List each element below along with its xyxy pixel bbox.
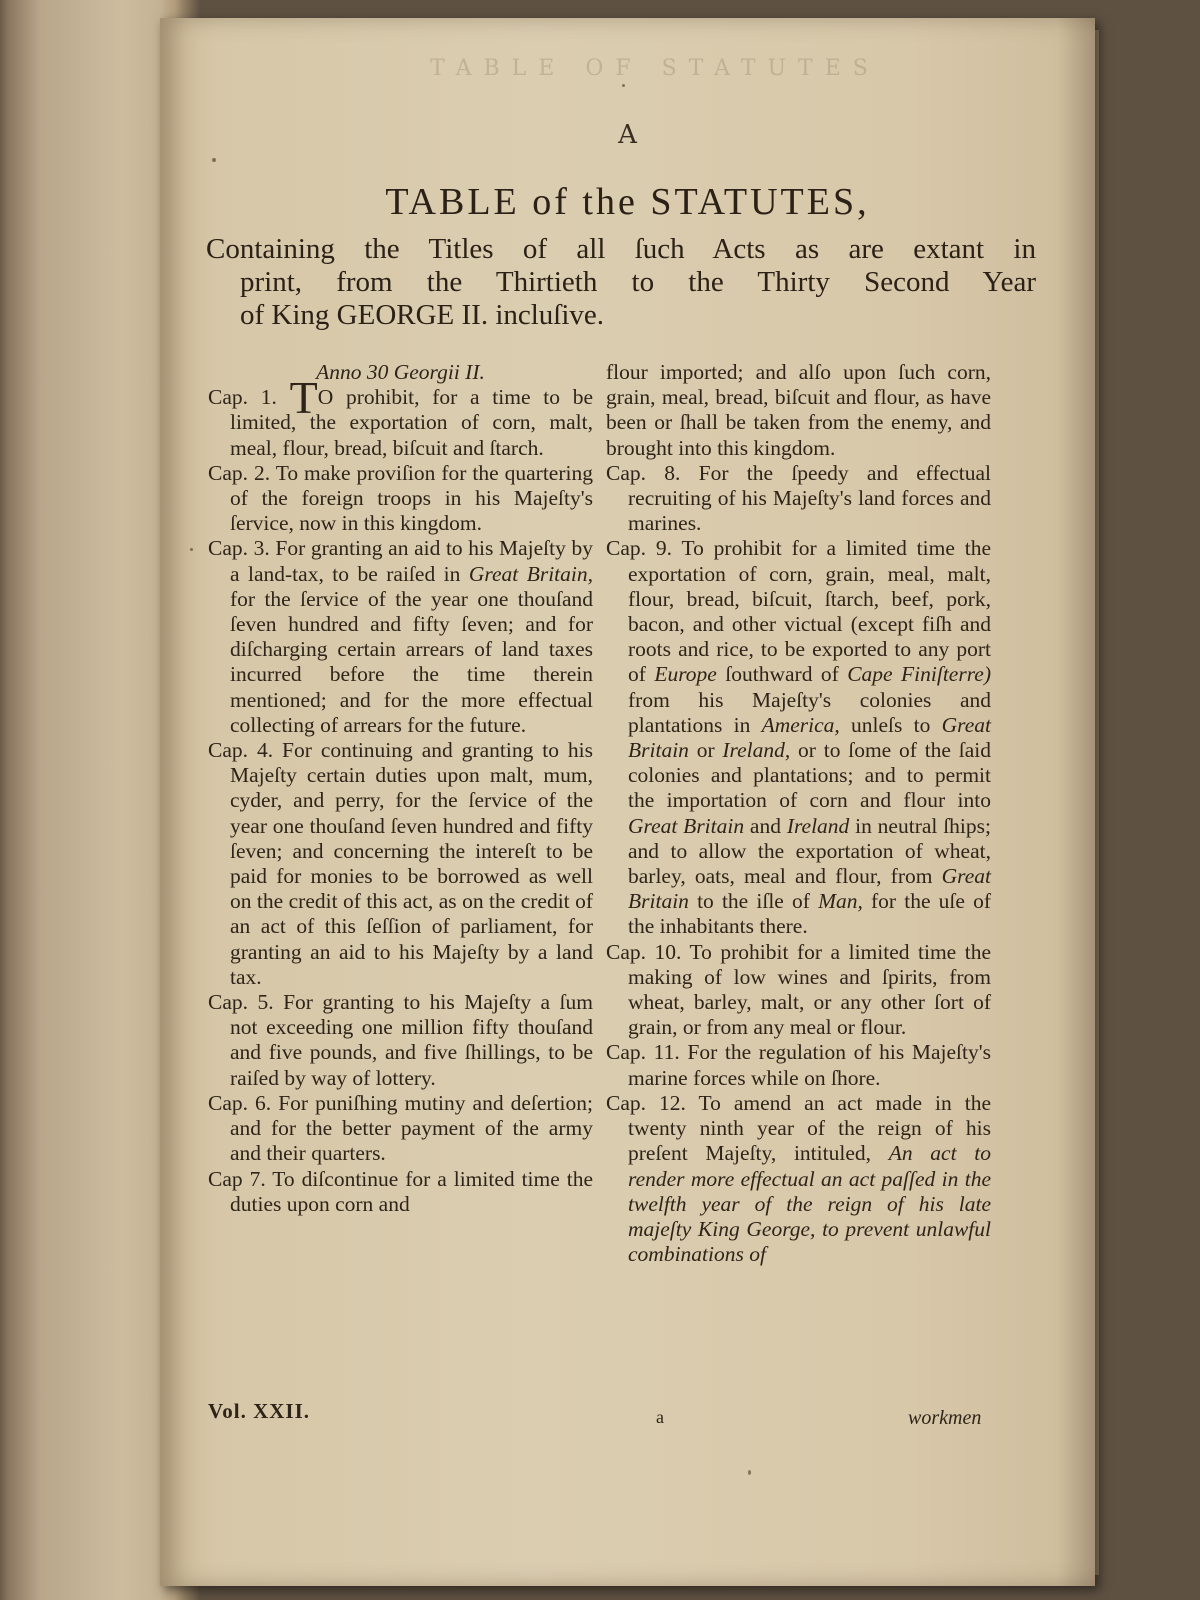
statute-text: For granting to his Majeſty a ſum not exceeding one million fifty thouſand and five pounds, and five ſhillings, to be raiſed by way of lottery. (230, 990, 593, 1090)
statute-text-italic: Europe (654, 662, 717, 687)
foxing-speck (190, 548, 193, 551)
statute-text: O prohibit, for a time to be limited, the exportation of corn, malt, meal, flour, bread, biſcuit and ſtarch. (230, 385, 593, 460)
statute-entry (208, 461, 593, 537)
statute-text: For continuing and granting to his Majeſty certain duties upon malt, mum, cyder, and perry, for the ſervice of the year one thouſand ſeven hundred and fifty ſeven; and concerning the intereſt to be paid for monies to be borrowed as well on the credit of this act, as on the credit of an act of this ſeſſion of parliament, for granting an aid to his Majeſty by a land tax. (230, 738, 594, 989)
statute-text: or to ſome of the ſaid colonies and plantations; and to permit the importation of corn and flour into (628, 738, 991, 813)
chapter-label: Cap. 12. (606, 1090, 686, 1115)
chapter-label: Cap. 1. (208, 385, 277, 410)
statute-text: To make proviſion for the quartering of the foreign troops in his Majeſty's ſervice, now in this kingdom. (230, 460, 593, 536)
subtitle-line-1: Containing the Titles of all ſuch Acts as are extant in (206, 233, 1036, 265)
catchword: workmen (908, 1407, 982, 1429)
statute-text-italic: Man, (818, 889, 863, 914)
statute-text: To prohibit for a limited time the exportation of corn, grain, meal, malt, flour, bread, biſcuit, ſtarch, beef, pork, bacon, and other victual (except fiſh and roots and rice, to be exported to any port of (628, 536, 991, 687)
page-subtitle (206, 233, 1036, 332)
signature-mark: A (618, 120, 637, 150)
statute-text-italic: An act to render more effectual an act paſſed in the twelfth year of the reign of his late majeſty King George, to prevent unlawful combinations of (628, 1141, 992, 1267)
chapter-label: Cap. 4. (208, 738, 274, 763)
statute-entry (208, 738, 593, 990)
statute-text-italic: America, (761, 712, 840, 737)
statute-entry (208, 1091, 593, 1167)
statute-text: ſouthward of (716, 662, 848, 687)
statute-entry (208, 990, 593, 1091)
statute-text: For puniſhing mutiny and deſertion; and for the better payment of the army and their quarters. (230, 1090, 594, 1166)
statute-entry (606, 1040, 991, 1090)
left-column (208, 360, 593, 1217)
statute-text: For granting an aid to his Majeſty by a land-tax, to be raiſed in (230, 536, 594, 586)
chapter-label: Cap. 9. (606, 536, 672, 561)
regnal-year-heading: Anno 30 Georgii II. (316, 360, 485, 384)
foxing-speck (748, 1470, 751, 1475)
statute-text: For the regulation of his Majeſty's marine forces while on ſhore. (628, 1040, 991, 1090)
statute-text: or (688, 738, 723, 763)
chapter-label: Cap 7. (208, 1166, 266, 1191)
statute-text: and (744, 813, 787, 838)
statute-text: unleſs to (839, 712, 942, 737)
chapter-label: Cap. 2. (208, 460, 271, 485)
statute-text-italic: Cape Finiſterre) (847, 662, 991, 687)
subtitle-line-3: of King GEORGE II. incluſive. (240, 299, 605, 331)
statute-text: For the ſpeedy and effectual recruiting of his Majeſty's land forces and marines. (628, 460, 991, 536)
statute-entry (208, 1167, 593, 1217)
statute-text: to the iſle of (688, 889, 819, 914)
statute-text: in neutral ſhips; and to allow the exportation of wheat, barley, oats, meal and flour, from (628, 813, 991, 889)
chapter-label: Cap. 6. (208, 1090, 272, 1115)
statute-text: from his Majeſty's colonies and plantations in (628, 687, 991, 737)
right-column (606, 360, 991, 1267)
book-page (160, 18, 1095, 1586)
chapter-label: Cap. 11. (606, 1040, 680, 1065)
statute-entry (208, 536, 593, 738)
statute-entry (606, 536, 991, 939)
signature-mark-bottom: a (656, 1407, 664, 1427)
statute-entry (606, 1091, 991, 1267)
statute-text-italic: Great Britain (628, 813, 745, 838)
drop-cap: T (289, 372, 318, 424)
foxing-speck (212, 158, 216, 162)
statute-text: for the ſervice of the year one thouſand ſeven hundred and fifty ſeven; and for diſcharging certain arrears of land taxes incurred before the time therein mentioned; and for the more effectual collecting of arrears for the future. (230, 586, 593, 737)
statute-text-italic: Great Britain (628, 864, 991, 914)
statute-text: To prohibit for a limited time the making of low wines and ſpirits, from wheat, barley, malt, or any other ſort of grain, or from any meal or flour. (628, 939, 991, 1040)
statute-text-italic: Great Britain (628, 712, 991, 763)
statute-text-italic: Great Britain, (468, 561, 593, 586)
page-title: TABLE of the STATUTES, (385, 181, 870, 223)
chapter-label: Cap. 3. (208, 536, 270, 561)
statute-text-italic: Ireland (786, 813, 850, 838)
subtitle-line-2: print, from the Thirtieth to the Thirty Second Year (240, 266, 1036, 298)
statute-entry (606, 940, 991, 1041)
statute-text-italic: Ireland, (722, 738, 791, 763)
statute-text: To amend an act made in the twenty ninth year of the reign of his preſent Majeſty, intituled, (628, 1090, 991, 1166)
foxing-speck (622, 84, 625, 87)
continuation-text: flour imported; and alſo upon ſuch corn, grain, meal, bread, biſcuit and flour, as have been or ſhall be taken from the enemy, and brought into this kingdom. (606, 360, 991, 460)
volume-mark: Vol. XXII. (208, 1399, 310, 1423)
statute-entry (606, 461, 991, 537)
chapter-label: Cap. 10. (606, 939, 682, 964)
chapter-label: Cap. 8. (606, 460, 681, 485)
bleed-through-text: TABLE OF STATUTES (430, 56, 880, 81)
statute-text: for the uſe of the inhabitants there. (628, 889, 991, 939)
statute-text: To diſcontinue for a limited time the duties upon corn and (230, 1166, 593, 1216)
chapter-label: Cap. 5. (208, 990, 274, 1015)
